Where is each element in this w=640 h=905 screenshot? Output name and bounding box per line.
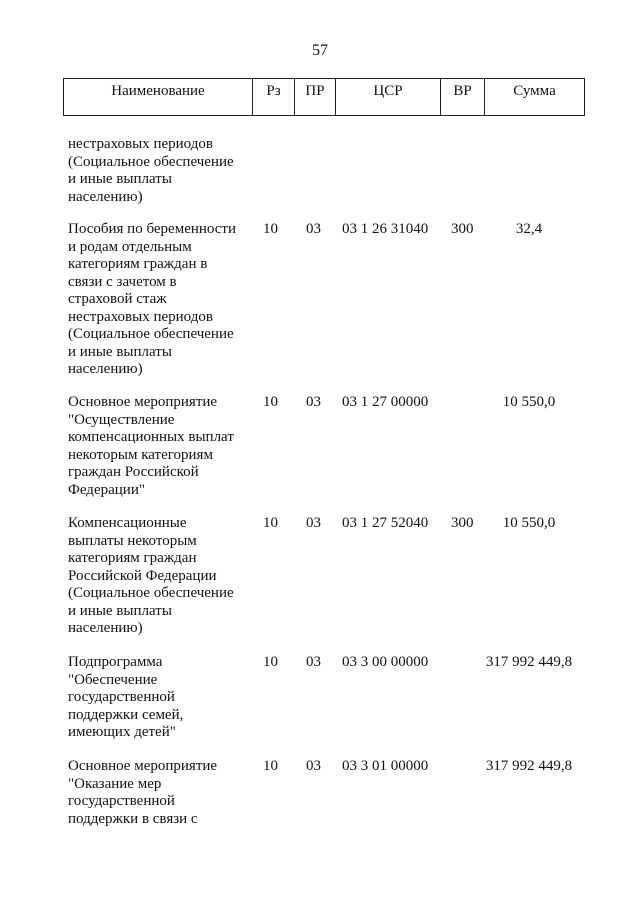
row-pr: 03 (306, 394, 321, 410)
row-csr: 03 1 26 31040 (342, 221, 429, 237)
row-sum: 10 550,0 (502, 515, 556, 531)
row-csr: 03 3 01 00000 (342, 758, 429, 774)
header-name: Наименование (64, 79, 253, 115)
row-pr: 03 (306, 654, 321, 670)
row-csr: 03 3 00 00000 (342, 654, 429, 670)
row-csr: 03 1 27 52040 (342, 515, 429, 531)
row-name: Основное мероприятие "Оказание мер государственной поддержки в связи с (68, 758, 218, 827)
row-rz: 10 (263, 221, 278, 237)
row-name: Подпрограмма "Обеспечение государственной поддержки семей, имеющих детей" (68, 654, 184, 740)
header-csr: ЦСР (336, 79, 441, 115)
row-sum: 317 992 449,8 (485, 758, 573, 774)
header-rz: Рз (253, 79, 295, 115)
row-pr: 03 (306, 515, 321, 531)
row-sum: 32,4 (515, 221, 543, 237)
row-name: Компенсационные выплаты некоторым категориям граждан Российской Федерации (Социальное обеспечение и иные выплаты населению) (68, 515, 234, 636)
row-vr: 300 (451, 221, 474, 237)
row-pr: 03 (306, 221, 321, 237)
header-sum: Сумма (513, 83, 556, 99)
page-number: 57 (312, 42, 328, 59)
row-name: Пособия по беременности и родам отдельным категориям граждан в связи с зачетом в страховой стаж нестраховых периодов (Социальное обеспечение и иные выплаты населению) (68, 221, 237, 377)
row-rz: 10 (263, 758, 278, 774)
row-name: Основное мероприятие "Осуществление компенсационных выплат некоторым категориям граждан Российской Федерации" (68, 394, 234, 498)
row-name: нестраховых периодов (Социальное обеспечение и иные выплаты населению) (68, 136, 234, 205)
header-pr: ПР (295, 79, 336, 115)
row-csr: 03 1 27 00000 (342, 394, 429, 410)
row-sum: 10 550,0 (502, 394, 556, 410)
row-rz: 10 (263, 394, 278, 410)
header-vr: ВР (441, 79, 485, 115)
row-sum: 317 992 449,8 (485, 654, 573, 670)
row-rz: 10 (263, 515, 278, 531)
table-header (63, 78, 585, 116)
row-rz: 10 (263, 654, 278, 670)
row-pr: 03 (306, 758, 321, 774)
row-vr: 300 (451, 515, 474, 531)
